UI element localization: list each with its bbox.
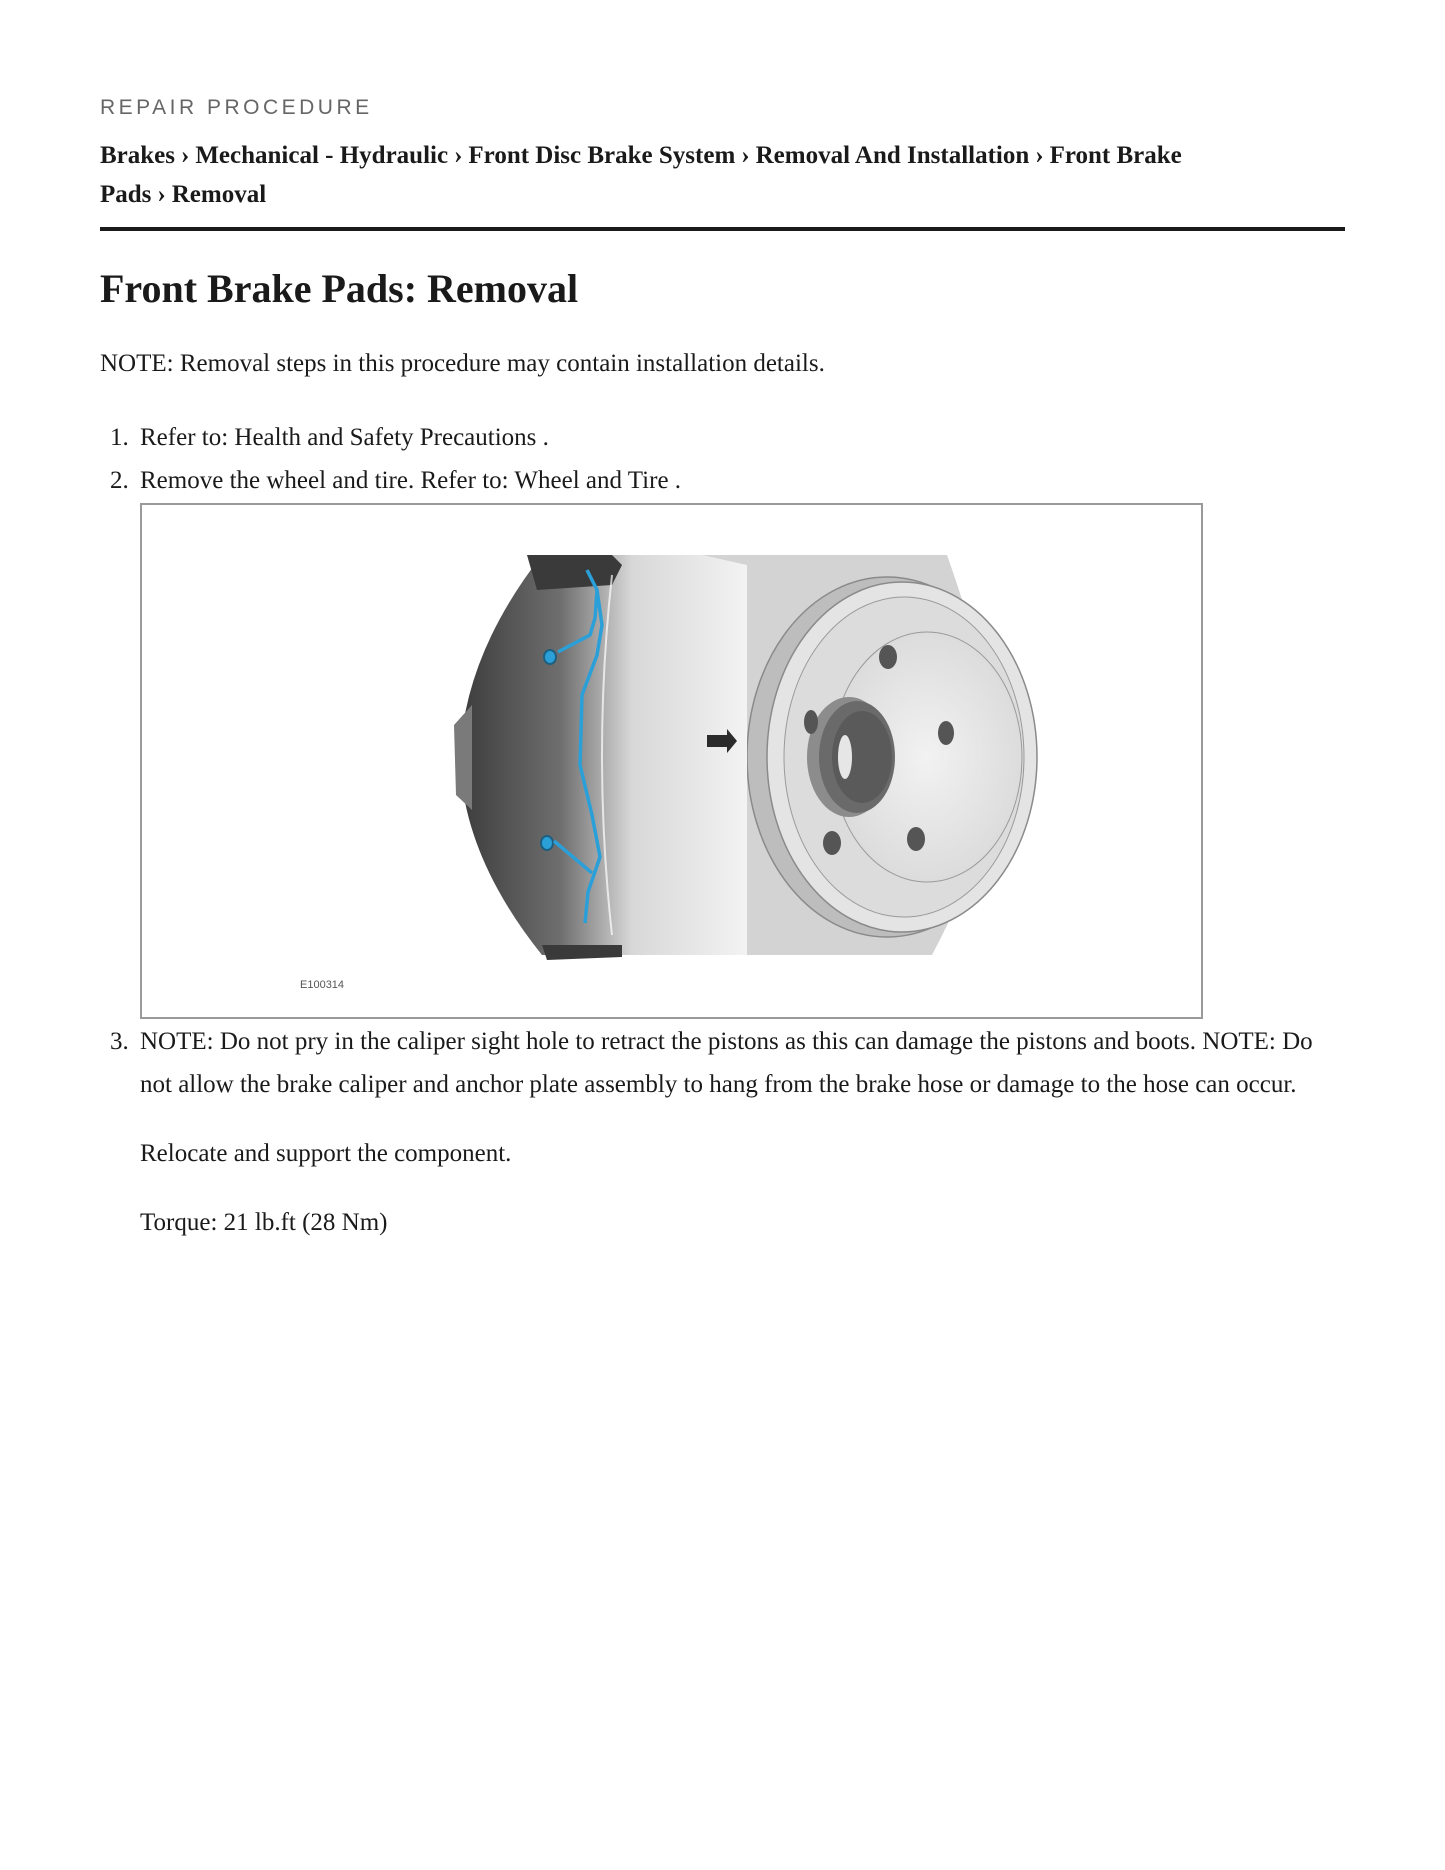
breadcrumb-item[interactable]: Front Brake Pads <box>100 142 1182 208</box>
header-divider <box>100 227 1345 231</box>
page-title: Front Brake Pads: Removal <box>100 266 579 311</box>
breadcrumb-separator: › <box>741 142 750 169</box>
procedure-steps <box>100 416 1345 1244</box>
step-paragraph: Relocate and support the component. <box>140 1140 512 1167</box>
step-text: Remove the wheel and tire. Refer to: Wheel and Tire . <box>140 467 682 494</box>
procedure-step <box>100 416 1345 459</box>
step-number: 1. <box>110 424 129 451</box>
breadcrumb-item[interactable]: Removal And Installation <box>755 142 1030 169</box>
breadcrumb-separator: › <box>454 142 463 169</box>
breadcrumb-separator: › <box>1035 142 1044 169</box>
step-text: NOTE: Do not pry in the caliper sight hole to retract the pistons as this can damage the pistons and boots. NOTE: Do not allow the brake caliper and anchor plate assembly to hang from the brake hose or damage to the hose can occur. <box>140 1028 1313 1098</box>
breadcrumb-separator: › <box>181 142 190 169</box>
torque-spec: Torque: 21 lb.ft (28 Nm) <box>140 1209 388 1236</box>
procedure-step <box>100 1020 1345 1244</box>
step-figure <box>140 503 1203 1019</box>
procedure-step <box>100 459 1345 1019</box>
breadcrumb-item[interactable]: Brakes <box>100 142 175 169</box>
breadcrumb-item[interactable]: Mechanical - Hydraulic <box>195 142 449 169</box>
procedure-note: NOTE: Removal steps in this procedure may contain installation details. <box>100 350 825 377</box>
figure-code: E100314 <box>300 979 345 991</box>
section-label: REPAIR PROCEDURE <box>100 96 373 119</box>
breadcrumb-item-current: Removal <box>171 181 267 208</box>
step-number: 3. <box>110 1028 129 1055</box>
brake-caliper-and-disc-illustration-icon <box>142 505 1201 1017</box>
step-number: 2. <box>110 467 129 494</box>
step-text: Refer to: Health and Safety Precautions . <box>140 424 549 451</box>
breadcrumb <box>100 136 1345 214</box>
breadcrumb-item[interactable]: Front Disc Brake System <box>468 142 736 169</box>
breadcrumb-separator: › <box>157 181 166 208</box>
